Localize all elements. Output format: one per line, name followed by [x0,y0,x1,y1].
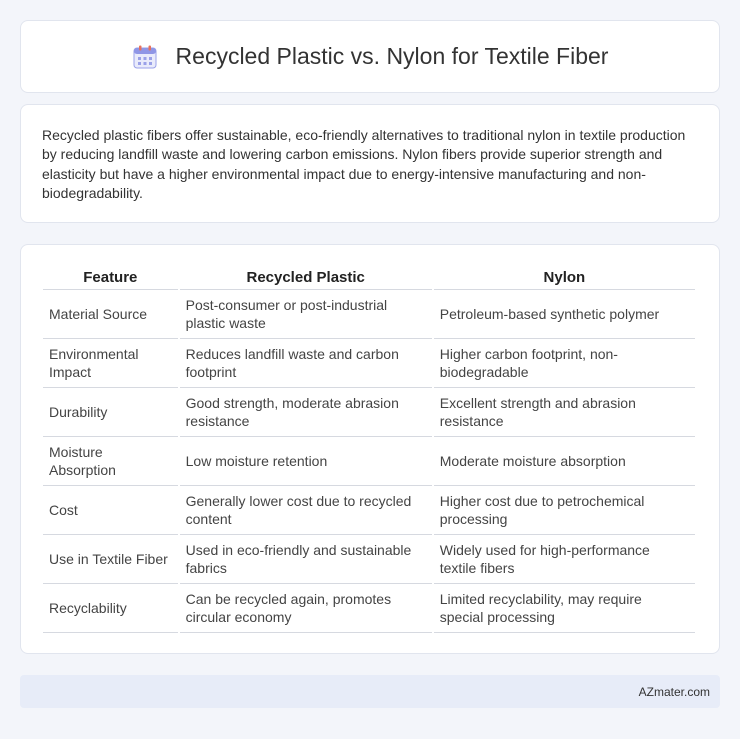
feature-cell: Moisture Absorption [43,437,178,486]
description-text: Recycled plastic fibers offer sustainable, eco-friendly alternatives to traditional nylon in textile production by reducing landfill waste and lowering carbon emissions. Nylon fibers provide superior strength and elasticity but have a higher environmental impact due to energy-intensive manufacturing and non-biodegradability. [42,127,686,201]
nylon-cell: Petroleum-based synthetic polymer [434,290,695,339]
nylon-cell: Widely used for high-performance textile fibers [434,535,695,584]
recycled-plastic-cell: Reduces landfill waste and carbon footprint [180,339,432,388]
table-row [43,290,695,339]
feature-cell: Material Source [43,290,178,339]
comparison-card [20,244,720,654]
feature-cell: Use in Textile Fiber [43,535,178,584]
feature-cell: Durability [43,388,178,437]
table-row [43,339,695,388]
feature-cell: Environmental Impact [43,339,178,388]
recycled-plastic-cell: Used in eco-friendly and sustainable fabrics [180,535,432,584]
nylon-cell: Higher carbon footprint, non-biodegradable [434,339,695,388]
nylon-cell: Higher cost due to petrochemical processing [434,486,695,535]
footer [20,675,720,708]
recycled-plastic-cell: Can be recycled again, promotes circular economy [180,584,432,633]
comparison-table [41,267,697,633]
table-row [43,584,695,633]
header-feature: Feature [43,267,178,290]
header-recycled-plastic: Recycled Plastic [180,267,432,290]
nylon-cell: Excellent strength and abrasion resistance [434,388,695,437]
title-wrap [132,43,609,70]
nylon-cell: Limited recyclability, may require special processing [434,584,695,633]
title-card [20,20,720,93]
nylon-cell: Moderate moisture absorption [434,437,695,486]
recycled-plastic-cell: Low moisture retention [180,437,432,486]
header-nylon: Nylon [434,267,695,290]
recycled-plastic-cell: Good strength, moderate abrasion resistance [180,388,432,437]
page-title: Recycled Plastic vs. Nylon for Textile Fiber [175,43,609,69]
table-header-row [43,267,695,290]
feature-cell: Cost [43,486,178,535]
calendar-icon [132,44,158,70]
table-row [43,535,695,584]
recycled-plastic-cell: Generally lower cost due to recycled content [180,486,432,535]
feature-cell: Recyclability [43,584,178,633]
footer-brand: AZmater.com [638,684,710,699]
table-row [43,388,695,437]
description-card [20,104,720,223]
recycled-plastic-cell: Post-consumer or post-industrial plastic waste [180,290,432,339]
table-row [43,437,695,486]
table-row [43,486,695,535]
